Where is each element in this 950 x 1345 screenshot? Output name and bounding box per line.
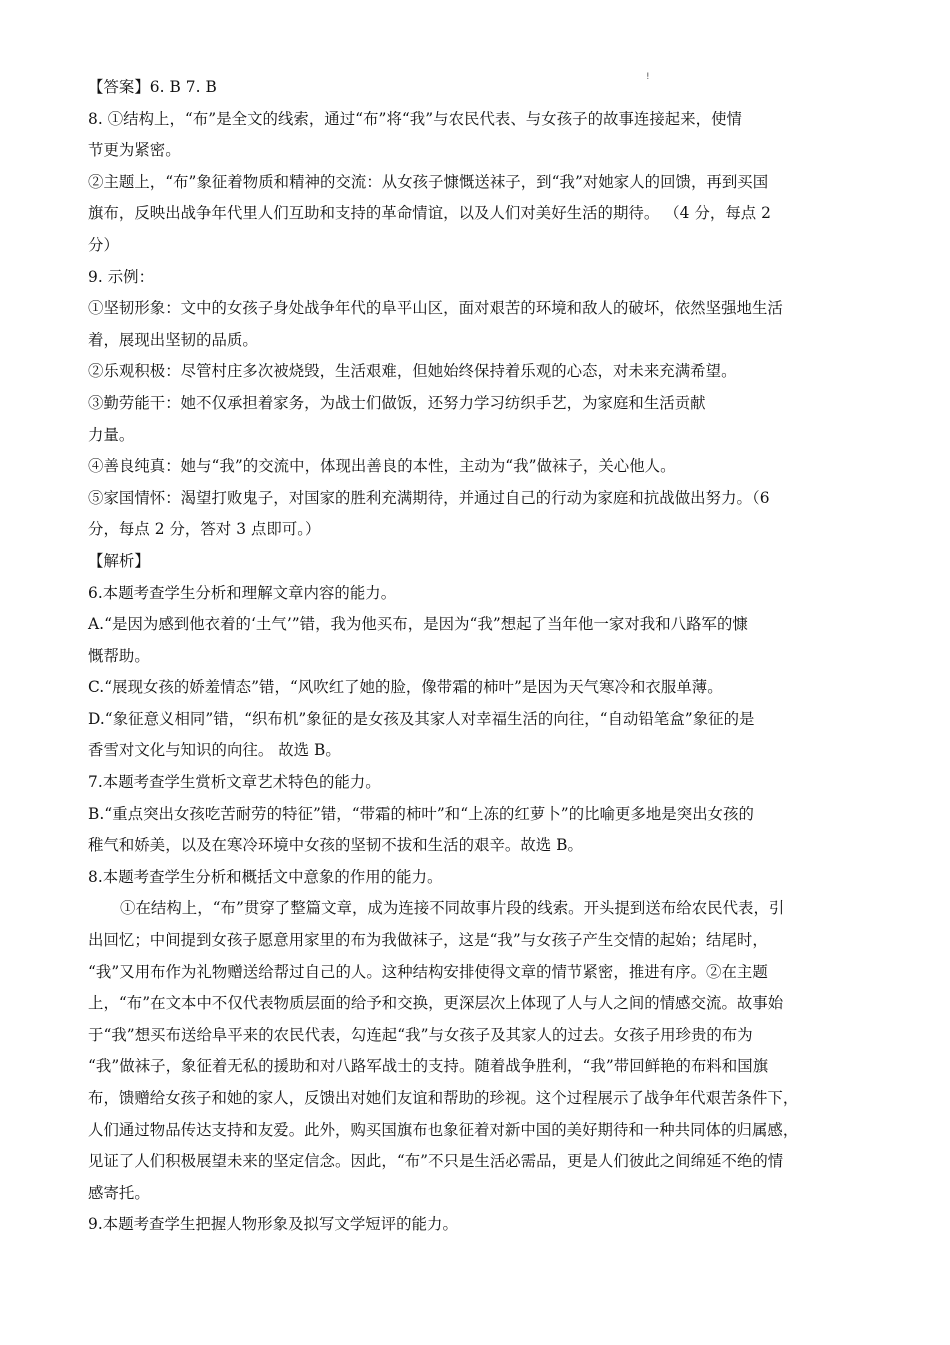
text-line: ②乐观积极：尽管村庄多次被烧毁，生活艰难，但她始终保持着乐观的心态，对未来充满希望。 [88, 362, 737, 381]
text-line: 8.本题考查学生分析和概括文中意象的作用的能力。 [88, 867, 443, 886]
text-line: 分，每点 2 分，答对 3 点即可。） [88, 520, 321, 539]
text-line: 见证了人们积极展望未来的坚定信念。因此，“布”不只是生活必需品，更是人们彼此之间绵延不绝的情 [88, 1152, 784, 1171]
document-body [88, 72, 863, 1241]
text-line: ④善良纯真：她与“我”的交流中，体现出善良的本性，主动为“我”做袜子，关心他人。 [88, 457, 676, 476]
text-line: D.“象征意义相同”错，“织布机”象征的是女孩及其家人对幸福生活的向往，“自动铅笔盒”象征的是 [88, 709, 755, 728]
text-line: ③勤劳能干：她不仅承担着家务，为战士们做饭，还努力学习纺织手艺，为家庭和生活贡献 [88, 393, 706, 412]
text-line: ⑤家国情怀：渴望打败鬼子，对国家的胜利充满期待，并通过自己的行动为家庭和抗战做出努力。（6 [88, 488, 770, 507]
page-tick-mark: ! [646, 72, 650, 82]
text-line: 上，“布”在文本中不仅代表物质层面的给予和交换，更深层次上体现了人与人之间的情感交流。故事始 [88, 994, 784, 1013]
text-line: 【解析】 [88, 551, 150, 570]
text-line: 力量。 [88, 425, 135, 444]
text-line: ①在结构上，“布”贯穿了整篇文章，成为连接不同故事片段的线索。开头提到送布给农民代表，引 [120, 899, 785, 918]
text-line: 6.本题考查学生分析和理解文章内容的能力。 [88, 583, 397, 602]
text-line: 香雪对文化与知识的向往。 故选 B。 [88, 741, 341, 760]
text-line: C.“展现女孩的娇羞情态”错，“风吹红了她的脸，像带霜的柿叶”是因为天气寒冷和衣服单薄。 [88, 678, 723, 697]
text-line: A.“是因为感到他衣着的‘土气’”错，我为他买布，是因为“我”想起了当年他一家对我和八路军的慷 [88, 615, 748, 634]
text-line: 【答案】6. B 7. B [88, 78, 217, 96]
text-line: 人们通过物品传达支持和友爱。此外，购买国旗布也象征着对新中国的美好期待和一种共同体的归属感， [88, 1120, 799, 1139]
text-line: 7.本题考查学生赏析文章艺术特色的能力。 [88, 773, 381, 792]
text-line: 旗布，反映出战争年代里人们互助和支持的革命情谊，以及人们对美好生活的期待。 （4 分，每点 2 [88, 204, 772, 223]
text-line: 布，馈赠给女孩子和她的家人，反馈出对她们友谊和帮助的珍视。这个过程展示了战争年代艰苦条件下， [88, 1089, 799, 1107]
text-line: 于“我”想买布送给阜平来的农民代表，勾连起“我”与女孩子及其家人的过去。女孩子用珍贵的布为 [88, 1025, 753, 1044]
text-line: 出回忆；中间提到女孩子愿意用家里的布为我做袜子，这是“我”与女孩子产生交情的起始；结尾时， [88, 931, 768, 950]
text-line: 9.本题考查学生把握人物形象及拟写文学短评的能力。 [88, 1215, 458, 1234]
text-line: 感寄托。 [88, 1183, 150, 1202]
text-line: ②主题上，“布”象征着物质和精神的交流：从女孩子慷慨送袜子，到“我”对她家人的回馈，再到买国 [88, 172, 769, 191]
text-line: 9. 示例： [88, 267, 155, 286]
text-line: ①坚韧形象：文中的女孩子身处战争年代的阜平山区，面对艰苦的环境和敌人的破坏，依然坚强地生活 [88, 299, 783, 318]
text-line: 稚气和娇美，以及在寒冷环境中女孩的坚韧不拔和生活的艰辛。故选 B。 [88, 836, 583, 855]
text-line: 着，展现出坚韧的品质。 [88, 330, 258, 349]
text-line: 分） [88, 235, 119, 254]
text-line: 慨帮助。 [88, 646, 150, 665]
text-line: 8. ①结构上，“布”是全文的线索，通过“布”将“我”与农民代表、与女孩子的故事连接起来，使情 [88, 109, 742, 128]
text-line: “我”做袜子，象征着无私的援助和对八路军战士的支持。随着战争胜利，“我”带回鲜艳的布料和国旗 [88, 1057, 769, 1076]
text-line: 节更为紧密。 [88, 141, 181, 160]
text-line: B.“重点突出女孩吃苦耐劳的特征”错，“带霜的柿叶”和“上冻的红萝卜”的比喻更多地是突出女孩的 [88, 804, 754, 823]
text-line: “我”又用布作为礼物赠送给帮过自己的人。这种结构安排使得文章的情节紧密，推进有序。②在主题 [88, 962, 768, 981]
